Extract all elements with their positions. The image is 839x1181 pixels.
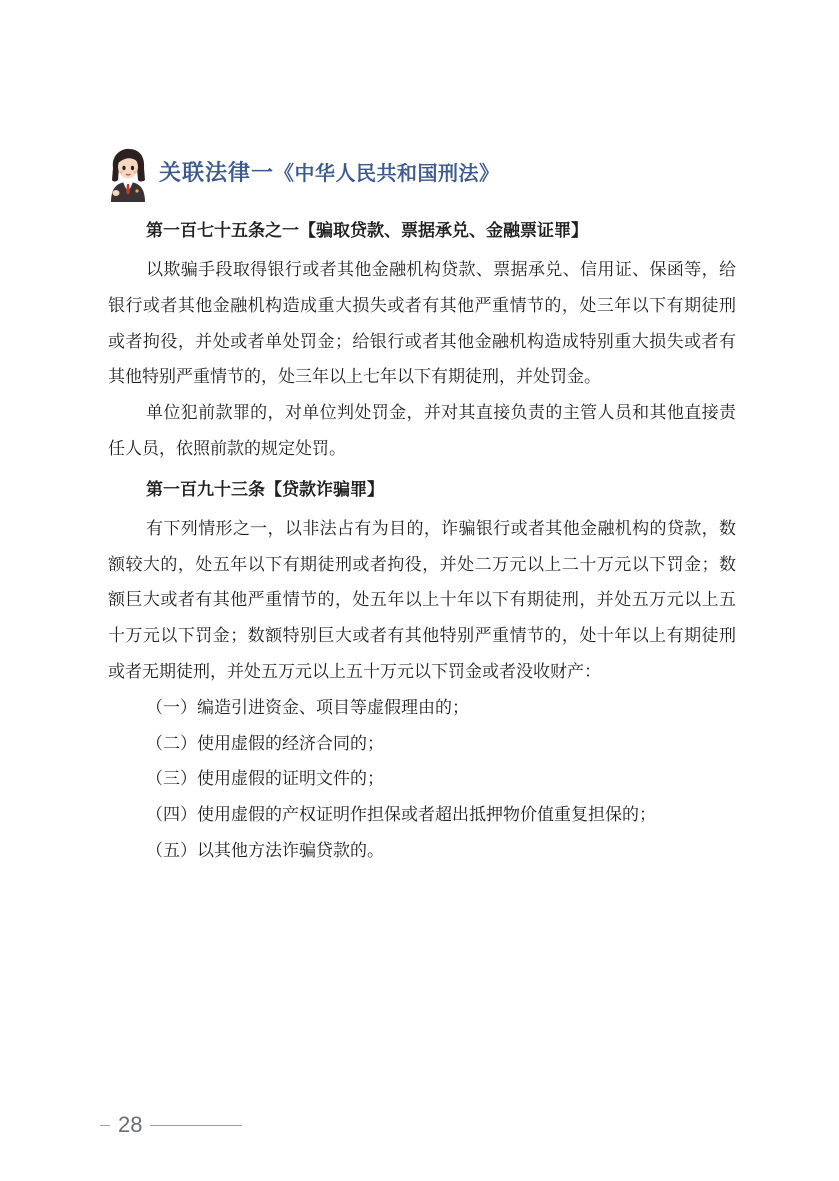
article-paragraph: 以欺骗手段取得银行或者其他金融机构贷款、票据承兑、信用证、保函等，给银行或者其他金融机构造成重大损失或者有其他严重情节的，处三年以下有期徒刑或者拘役，并处或者单处罚金；给银行或者其他金融机构造成特别重大损失或者有其他特别严重情节的，处三年以上七年以下有期徒刑，并处罚金。	[108, 260, 736, 388]
title-law-name: 《中华人民共和国刑法》	[274, 161, 500, 185]
article-heading: 第一百七十五条之一【骗取贷款、票据承兑、金融票证罪】	[146, 221, 588, 241]
list-item: （五）以其他方法诈骗贷款的。	[146, 840, 384, 861]
list-item: （四）使用虚假的产权证明作担保或者超出抵押物价值重复担保的；	[146, 805, 656, 826]
list-item: （二）使用虚假的经济合同的；	[146, 733, 384, 754]
page-number: 28	[118, 1112, 143, 1137]
lawyer-avatar-icon	[103, 146, 153, 202]
footer-dash	[100, 1125, 110, 1126]
page-title	[159, 163, 500, 185]
page-footer	[100, 1108, 242, 1142]
section-header	[103, 146, 500, 202]
article-content	[108, 213, 736, 870]
footer-rule	[150, 1125, 242, 1126]
list-item: （三）使用虚假的证明文件的；	[146, 769, 384, 790]
article-heading: 第一百九十三条【贷款诈骗罪】	[146, 479, 384, 500]
title-main: 关联法律一	[159, 161, 275, 186]
article-paragraph: 有下列情形之一，以非法占有为目的，诈骗银行或者其他金融机构的贷款，数额较大的，处五年以下有期徒刑或者拘役，并处二万元以上二十万元以下罚金；数额巨大或者有其他严重情节的，处五年以上十年以下有期徒刑，并处五万元以上五十万元以下罚金；数额特别巨大或者有其他特别严重情节的，处十年以上有期徒刑或者无期徒刑，并处五万元以上五十万元以下罚金或者没收财产：	[108, 518, 736, 682]
article-paragraph: 单位犯前款罪的，对单位判处罚金，并对其直接负责的主管人员和其他直接责任人员，依照前款的规定处罚。	[108, 403, 736, 459]
list-item: （一）编造引进资金、项目等虚假理由的；	[146, 697, 469, 718]
